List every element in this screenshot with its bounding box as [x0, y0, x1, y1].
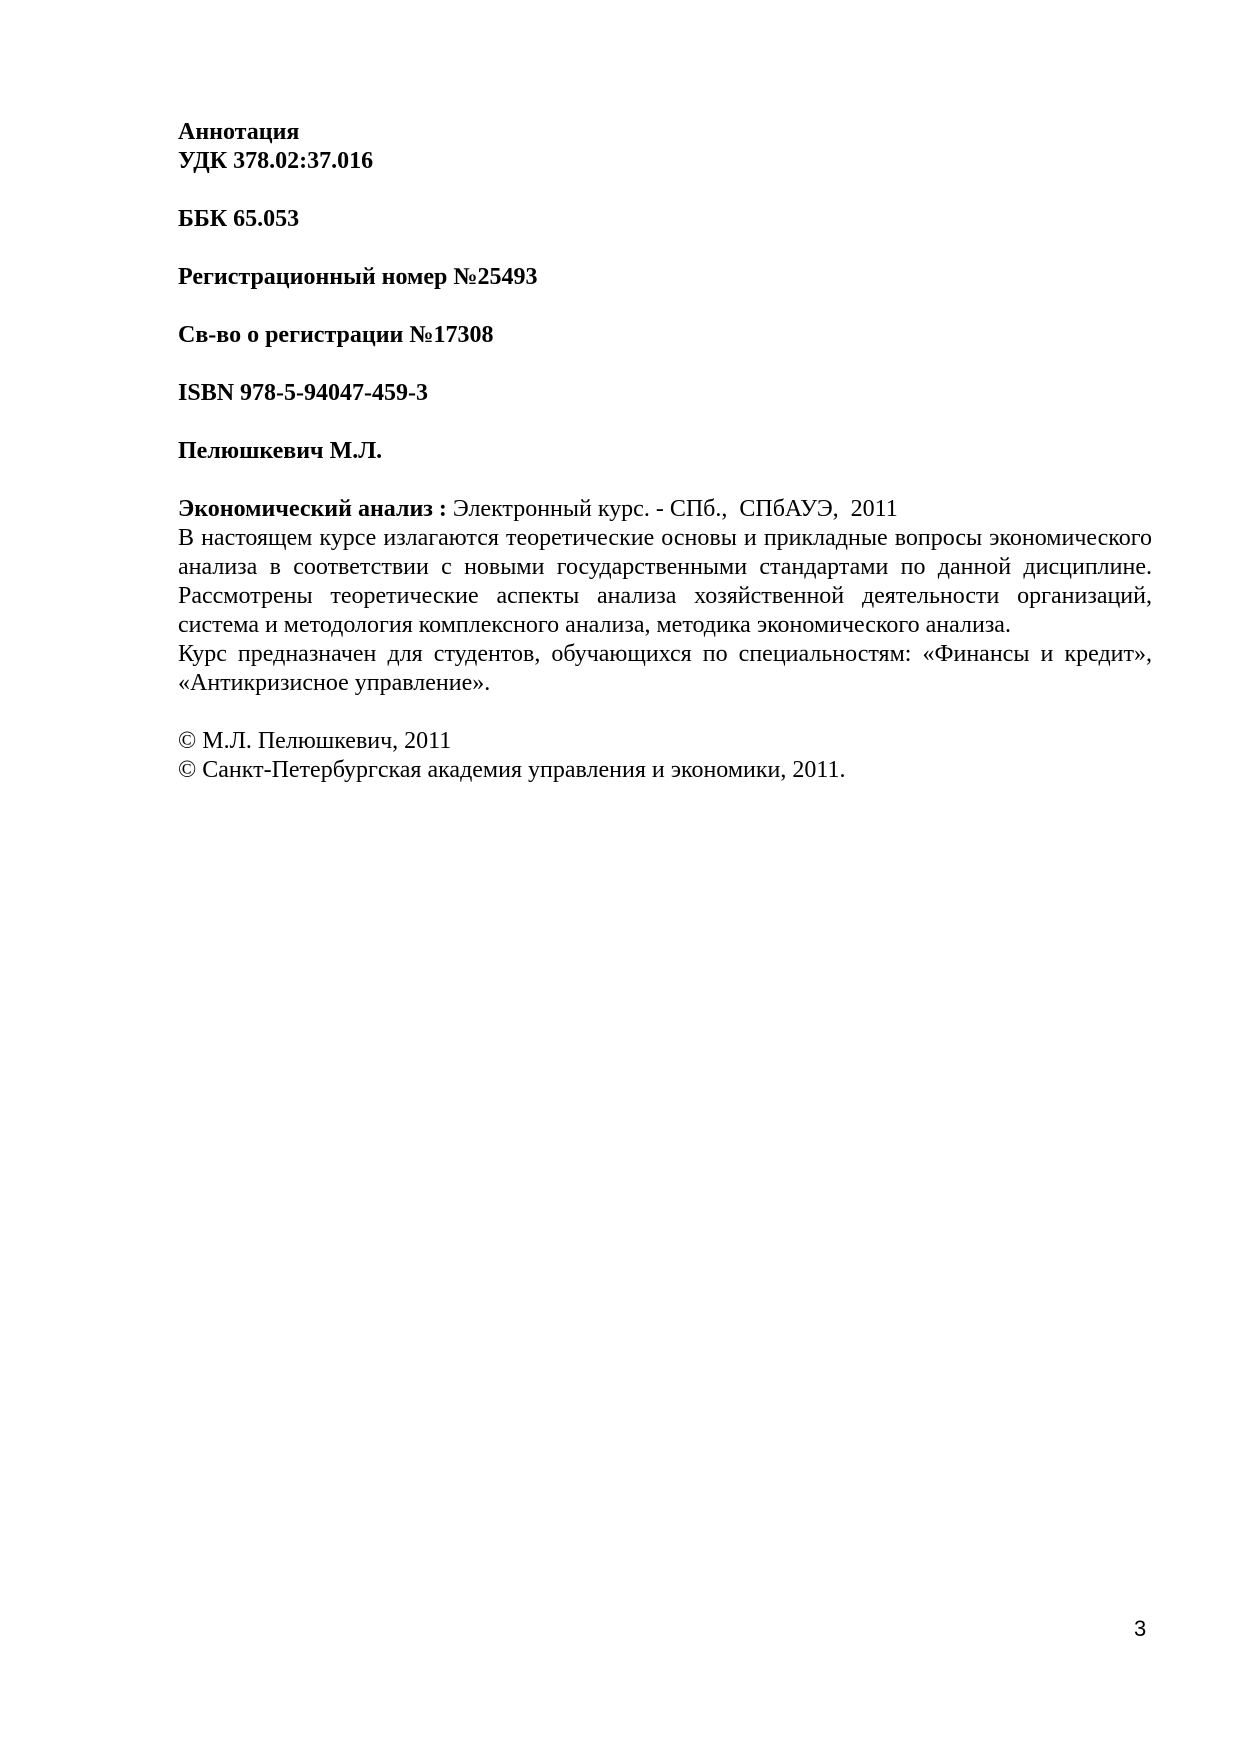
isbn-number: ISBN 978-5-94047-459-3: [178, 380, 428, 406]
title-rest: Электронный курс. - СПб., СПбАУЭ, 2011: [446, 496, 898, 522]
annotation-block: [178, 118, 1152, 785]
copyright-academy: © Санкт-Петербургская академия управления и экономики, 2011.: [178, 757, 846, 783]
annotation-heading: Аннотация: [178, 119, 300, 145]
copyright-author: © М.Л. Пелюшкевич, 2011: [178, 728, 452, 754]
bibliographic-title: [178, 495, 1152, 524]
abstract-paragraph: В настоящем курсе излагаются теоретические основы и прикладные вопросы экономического анализа в соответствии с новыми государственными стандартами по данной дисциплине. Рассмотрены теоретические аспекты анализа хозяйственной деятельности организаций, система и методология комплексного анализа, методика экономического анализа.: [178, 525, 1152, 638]
author-name: Пелюшкевич М.Л.: [178, 438, 383, 464]
page-number: 3: [1134, 1616, 1147, 1641]
registration-number: Регистрационный номер №25493: [178, 264, 538, 290]
udk-code: УДК 378.02:37.016: [178, 148, 374, 174]
audience-paragraph: Курс предназначен для студентов, обучающихся по специальностям: «Финансы и кредит», «Антикризисное управление».: [178, 641, 1152, 696]
bbk-code: ББК 65.053: [178, 206, 300, 232]
title-bold: Экономический анализ :: [178, 496, 447, 522]
registration-certificate: Св-во о регистрации №17308: [178, 322, 494, 348]
